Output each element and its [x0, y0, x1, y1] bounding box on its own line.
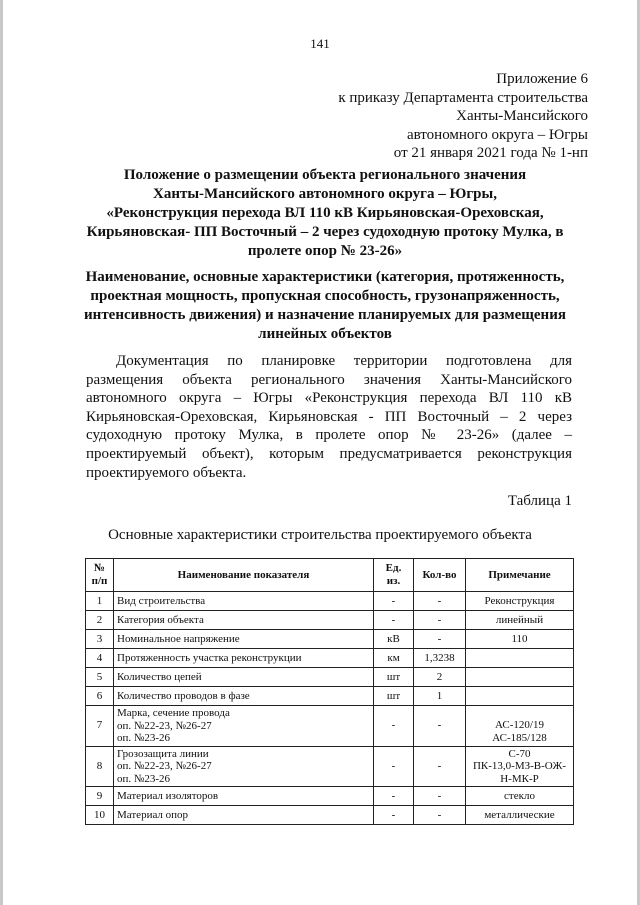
cell-quantity: - — [414, 630, 466, 649]
appendix-line: от 21 января 2021 года № 1-нп — [393, 145, 588, 161]
table-row — [86, 687, 574, 706]
header-unit-line: Ед. — [385, 562, 402, 574]
cell-name-line: Марка, сечение провода — [117, 707, 230, 719]
cell-quantity: - — [414, 787, 466, 806]
title-line: Ханты-Мансийского автономного округа – Югры, — [153, 186, 497, 202]
cell-name: Номинальное напряжение — [114, 630, 374, 649]
cell-unit: - — [374, 611, 414, 630]
cell-number: 10 — [86, 806, 114, 825]
header-number-line: п/п — [91, 575, 108, 587]
cell-quantity: 1 — [414, 687, 466, 706]
appendix-line: к приказу Департамента строительства — [338, 89, 588, 106]
cell-number: 1 — [86, 592, 114, 611]
appendix-line: автономного округа – Югры — [406, 126, 588, 143]
cell-name — [114, 746, 374, 787]
heading-line: интенсивность движения) и назначение планируемых для размещения — [84, 307, 566, 323]
appendix-header — [338, 70, 588, 163]
cell-note-line: С-70 — [508, 747, 531, 760]
cell-quantity: - — [414, 746, 466, 787]
cell-name-line: оп. №23-26 — [117, 732, 171, 744]
cell-note: стекло — [466, 787, 574, 806]
table-row — [86, 706, 574, 747]
cell-note: 110 — [466, 630, 574, 649]
cell-name: Протяженность участка реконструкции — [114, 649, 374, 668]
table-row — [86, 592, 574, 611]
cell-note-line: АС-185/128 — [492, 731, 547, 744]
body-paragraph: Документация по планировке территории подготовлена для размещения объекта регионального значения Ханты-Мансийского автономного округа – Югры «Реконструкция перехода ВЛ 110 кВ Кирьяновская-Ореховская, Кирьяновская - ПП Восточный – 2 через судоходную протоку Мулка, в пролете опор № 23-26» (далее – проектируемый объект), которым предусматривается реконструкция проектируемого объекта. — [86, 353, 572, 481]
heading-line: линейных объектов — [258, 326, 392, 342]
cell-quantity: 1,3238 — [414, 649, 466, 668]
cell-note-line: Н-МК-Р — [500, 772, 539, 785]
table-header-row — [86, 559, 574, 592]
cell-unit: - — [374, 806, 414, 825]
cell-unit: кВ — [374, 630, 414, 649]
document-title — [70, 166, 580, 261]
header-unit — [374, 559, 414, 592]
cell-quantity: - — [414, 706, 466, 747]
header-name: Наименование показателя — [114, 559, 374, 592]
cell-quantity: 2 — [414, 668, 466, 687]
table-row — [86, 630, 574, 649]
appendix-line: Приложение 6 — [496, 71, 588, 87]
cell-note-line: ПК-13,0-МЗ-В-ОЖ- — [472, 760, 566, 772]
cell-note — [466, 746, 574, 787]
cell-number: 2 — [86, 611, 114, 630]
cell-name: Материал изоляторов — [114, 787, 374, 806]
cell-note-line: АС-120/19 — [495, 719, 544, 732]
cell-number: 7 — [86, 706, 114, 747]
cell-note — [466, 687, 574, 706]
table-row — [86, 668, 574, 687]
header-number — [86, 559, 114, 592]
cell-name: Количество цепей — [114, 668, 374, 687]
header-unit-line: из. — [386, 575, 401, 587]
title-line: пролете опор № 23-26» — [247, 243, 403, 259]
header-quantity: Кол-во — [414, 559, 466, 592]
page-number: 141 — [310, 36, 330, 51]
cell-quantity: - — [414, 806, 466, 825]
cell-name: Категория объекта — [114, 611, 374, 630]
table-row — [86, 746, 574, 787]
heading-line: Наименование, основные характеристики (категория, протяженность, — [85, 269, 565, 285]
cell-name: Материал опор — [114, 806, 374, 825]
cell-unit: шт — [374, 687, 414, 706]
title-line: Кирьяновская- ПП Восточный – 2 через судоходную протоку Мулка, в — [86, 224, 564, 240]
cell-unit: - — [374, 787, 414, 806]
cell-unit: км — [374, 649, 414, 668]
table-row — [86, 806, 574, 825]
table-label: Таблица 1 — [507, 493, 572, 509]
header-number-line: № — [93, 562, 106, 574]
cell-number: 9 — [86, 787, 114, 806]
cell-name: Вид строительства — [114, 592, 374, 611]
scan-edge-left — [0, 0, 3, 905]
cell-unit: - — [374, 592, 414, 611]
heading-line: проектная мощность, пропускная способность, грузонапряженность, — [90, 288, 560, 304]
cell-note: линейный — [466, 611, 574, 630]
cell-note — [466, 706, 574, 747]
title-line: Положение о размещении объекта регионального значения — [123, 167, 527, 183]
cell-note: Реконструкция — [466, 592, 574, 611]
cell-note — [466, 668, 574, 687]
title-line: «Реконструкция перехода ВЛ 110 кВ Кирьяновская-Ореховская, — [106, 205, 544, 221]
cell-note: металлические — [466, 806, 574, 825]
cell-number: 3 — [86, 630, 114, 649]
cell-unit: - — [374, 746, 414, 787]
cell-name — [114, 706, 374, 747]
cell-name-line: оп. №23-26 — [117, 772, 171, 785]
cell-name-line: оп. №22-23, №26-27 — [117, 760, 212, 772]
table-caption: Основные характеристики строительства проектируемого объекта — [108, 527, 532, 543]
cell-note — [466, 649, 574, 668]
cell-number: 6 — [86, 687, 114, 706]
section-heading — [70, 268, 580, 344]
cell-unit: шт — [374, 668, 414, 687]
cell-quantity: - — [414, 592, 466, 611]
cell-number: 5 — [86, 668, 114, 687]
cell-name: Количество проводов в фазе — [114, 687, 374, 706]
cell-name-line: оп. №22-23, №26-27 — [117, 719, 212, 732]
table-row — [86, 649, 574, 668]
cell-quantity: - — [414, 611, 466, 630]
cell-number: 4 — [86, 649, 114, 668]
table-row — [86, 611, 574, 630]
table-row — [86, 787, 574, 806]
cell-number: 8 — [86, 746, 114, 787]
appendix-line: Ханты-Мансийского — [456, 108, 588, 124]
characteristics-table — [85, 558, 574, 825]
header-note: Примечание — [466, 559, 574, 592]
cell-unit: - — [374, 706, 414, 747]
cell-name-line: Грозозащита линии — [117, 747, 209, 760]
